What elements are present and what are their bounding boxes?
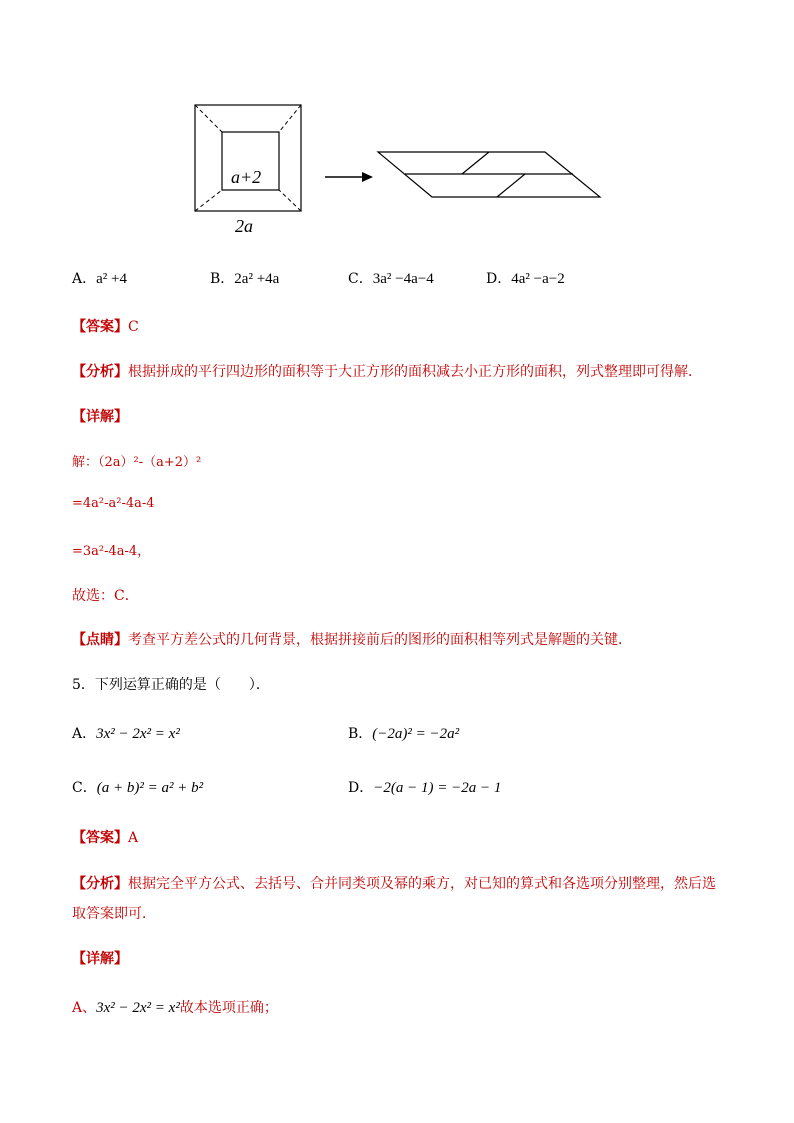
- solution-line: 故选：C．: [72, 588, 139, 604]
- q4-detail-tag: 【详解】: [72, 409, 128, 425]
- q5-option-a: A．3x² − 2x² = x²: [72, 726, 180, 742]
- answer-value: A: [128, 830, 139, 846]
- analysis-tag: 【分析】: [72, 364, 128, 380]
- analysis-text: 根据完全平方公式、去括号、合并同类项及幂的乘方，对已知的算式和各选项分别整理，然后选: [128, 876, 716, 892]
- q4-option-c: C．3a² −4a−4: [348, 271, 434, 287]
- answer-tag: 【答案】: [72, 830, 128, 846]
- outer-square-label: 2a: [235, 216, 253, 236]
- q5-option-a-expr: 3x² − 2x² = x²: [96, 726, 180, 742]
- q5-option-c: C．(a + b)² = a² + b²: [72, 780, 204, 796]
- q4-answer: [72, 316, 139, 336]
- q4-analysis: [72, 361, 702, 381]
- q5-option-b: B．(−2a)² = −2a²: [348, 726, 460, 742]
- solution-line: =3a²-4a-4，: [72, 544, 151, 559]
- parallelogram-cut: [497, 174, 525, 197]
- q5-detail-a-expr: 3x² − 2x² = x²: [96, 1000, 180, 1016]
- q4-option-d-expr: 4a² −a−2: [511, 271, 565, 287]
- arrowhead-icon: [362, 172, 373, 182]
- dashed-line: [279, 190, 301, 211]
- analysis-tag: 【分析】: [72, 876, 128, 892]
- inner-square-label: a+2: [231, 167, 262, 187]
- q5-stem: 5．下列运算正确的是（ ）．: [72, 677, 270, 693]
- q4-option-c-expr: 3a² −4a−4: [372, 271, 434, 287]
- q4-option-b-expr: 2a² +4a: [234, 271, 280, 287]
- q5-analysis-line1: [72, 873, 716, 893]
- comment-text: 考查平方差公式的几何背景，根据拼接前后的图形的面积相等列式是解题的关键．: [128, 632, 632, 648]
- q4-comment: [72, 629, 632, 649]
- q4-option-a-expr: a² +4: [96, 271, 127, 287]
- q5-analysis-line2: 取答案即可．: [72, 906, 156, 922]
- q4-option-b: B．2a² +4a: [210, 271, 280, 287]
- answer-tag: 【答案】: [72, 319, 128, 335]
- dashed-line: [279, 105, 301, 132]
- dashed-line: [195, 190, 222, 211]
- q5-option-d-expr: −2(a − 1) = −2a − 1: [373, 780, 502, 796]
- q5-detail-tag: 【详解】: [72, 951, 128, 967]
- solution-line: =4a²-a²-4a-4: [72, 496, 155, 511]
- comment-tag: 【点睛】: [72, 632, 128, 648]
- q5-option-c-expr: (a + b)² = a² + b²: [96, 780, 204, 796]
- answer-value: C: [128, 319, 139, 335]
- q5-option-b-expr: (−2a)² = −2a²: [372, 726, 460, 742]
- dashed-line: [195, 105, 222, 132]
- analysis-text: 根据拼成的平行四边形的面积等于大正方形的面积减去小正方形的面积，列式整理即可得解．: [128, 364, 702, 380]
- solution-line: 解：（2a）²-（a+2）²: [72, 455, 202, 470]
- q4-option-a: A．a² +4: [72, 271, 127, 287]
- q5-detail-a: A、3x² − 2x² = x²故本选项正确；: [72, 1000, 278, 1016]
- parallelogram-cut: [462, 152, 489, 174]
- q5-answer: [72, 827, 138, 847]
- q4-option-d: D．4a² −a−2: [486, 271, 565, 287]
- q5-option-d: D．−2(a − 1) = −2a − 1: [348, 780, 502, 796]
